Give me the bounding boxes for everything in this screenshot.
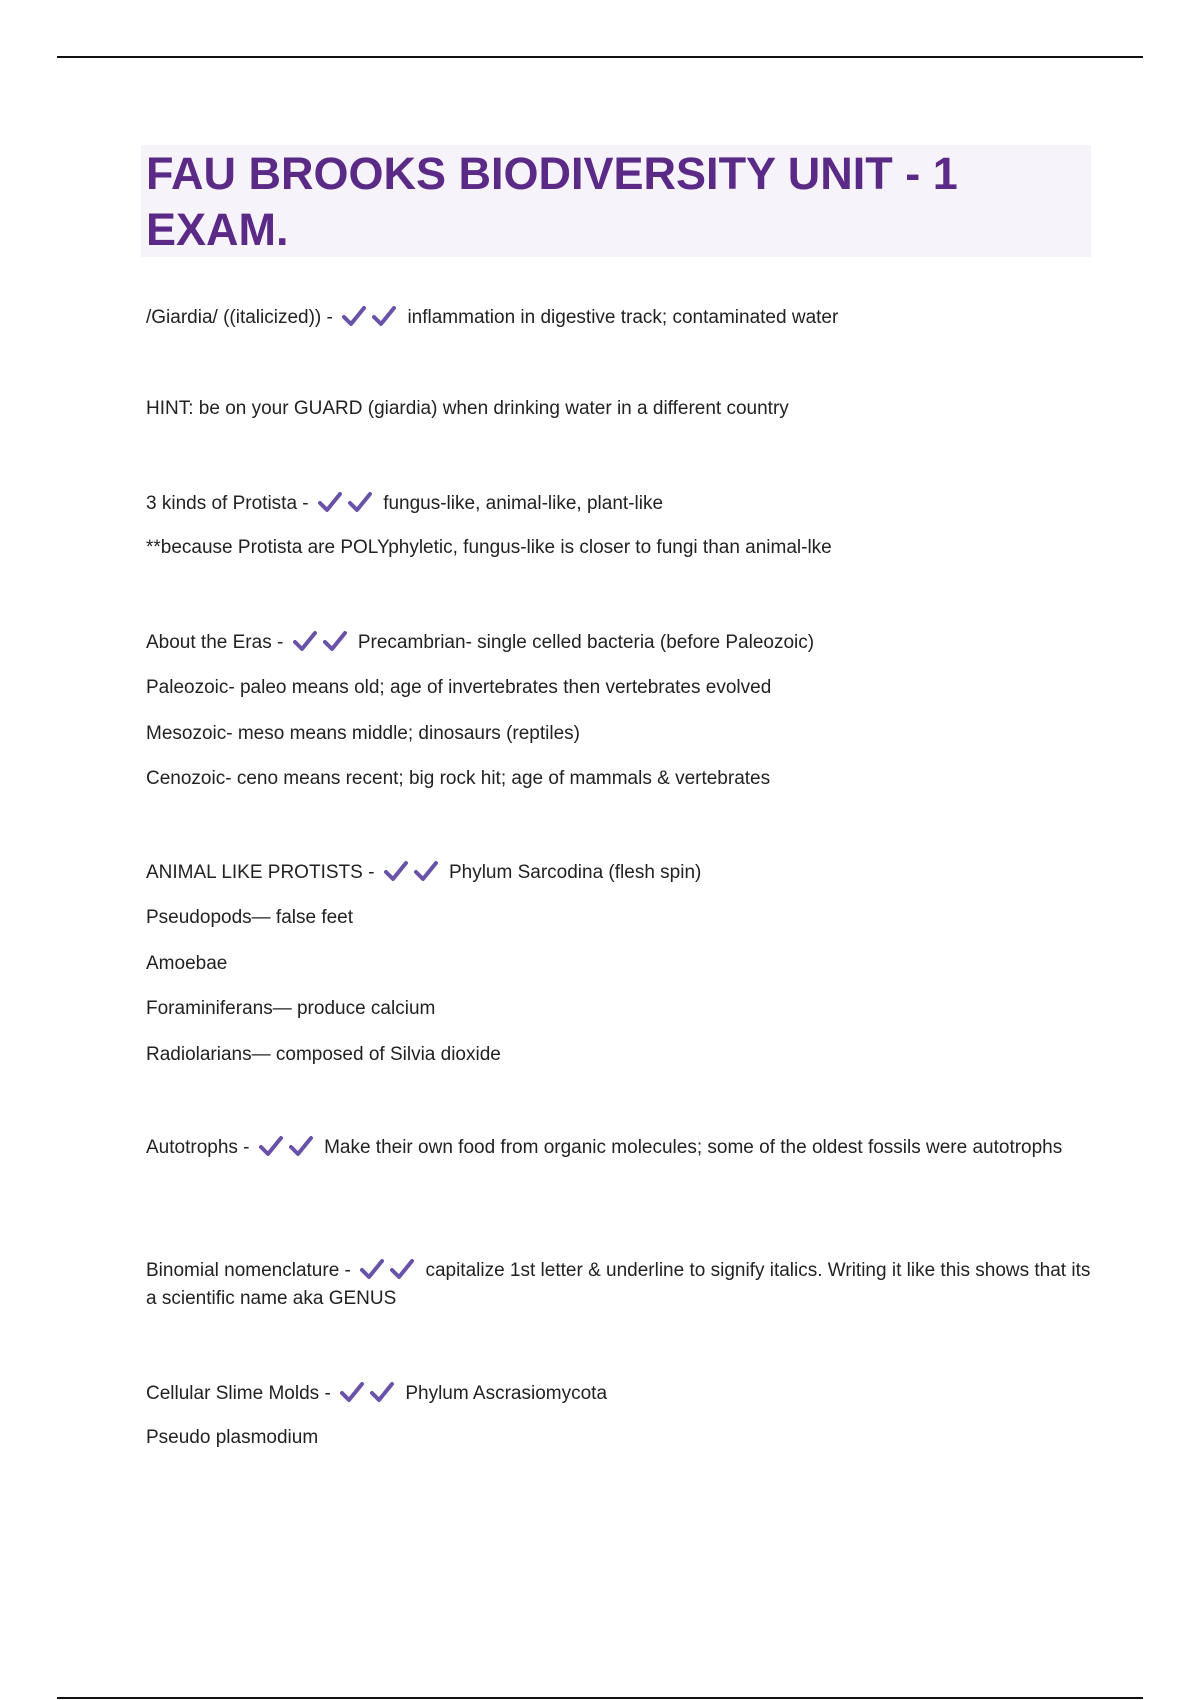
definition: Make their own food from organic molecules; some of the oldest fossils were autotrophs	[324, 1137, 1063, 1158]
entry-animal-like-protists	[146, 859, 1096, 887]
checkmark-icon	[340, 1381, 364, 1403]
checkmark-icon	[293, 630, 317, 652]
eras-cenozoic: Cenozoic- ceno means recent; big rock hit; age of mammals & vertebrates	[146, 768, 771, 789]
entry-protista	[146, 490, 1096, 518]
document-title: FAU BROOKS BIODIVERSITY UNIT - 1 EXAM.	[146, 148, 958, 255]
definition: fungus-like, animal-like, plant-like	[383, 493, 664, 514]
checkmark-icon	[414, 860, 438, 882]
animal-radiolarians: Radiolarians— composed of Silvia dioxide	[146, 1044, 501, 1065]
animal-foraminiferans: Foraminiferans— produce calcium	[146, 998, 436, 1019]
checkmark-icon	[348, 491, 372, 513]
checkmark-icon	[372, 305, 396, 327]
checkmark-icon	[384, 860, 408, 882]
eras-paleozoic: Paleozoic- paleo means old; age of invertebrates then vertebrates evolved	[146, 677, 772, 698]
checkmark-icon	[342, 305, 366, 327]
entry-binomial-nomenclature	[146, 1257, 1096, 1313]
protista-note: **because Protista are POLYphyletic, fungus-like is closer to fungi than animal-lke	[146, 537, 832, 558]
entry-autotrophs	[146, 1134, 1096, 1162]
term: Binomial nomenclature -	[146, 1260, 351, 1281]
eras-mesozoic: Mesozoic- meso means middle; dinosaurs (reptiles)	[146, 723, 580, 744]
checkmark-icon	[323, 630, 347, 652]
term: About the Eras -	[146, 632, 284, 653]
definition: inflammation in digestive track; contaminated water	[407, 307, 839, 328]
checkmark-icon	[360, 1258, 384, 1280]
definition: Phylum Ascrasiomycota	[405, 1383, 608, 1404]
checkmark-icon	[259, 1135, 283, 1157]
animal-pseudopods: Pseudopods— false feet	[146, 907, 354, 928]
term: ANIMAL LIKE PROTISTS -	[146, 862, 375, 883]
definition: Precambrian- single celled bacteria (before Paleozoic)	[357, 632, 815, 653]
term: 3 kinds of Protista -	[146, 493, 309, 514]
checkmark-icon	[390, 1258, 414, 1280]
top-divider	[57, 56, 1143, 58]
checkmark-icon	[289, 1135, 313, 1157]
entry-cellular-slime-molds	[146, 1380, 1096, 1408]
checkmark-icon	[318, 491, 342, 513]
bottom-divider	[57, 1697, 1143, 1699]
animal-amoebae: Amoebae	[146, 953, 228, 974]
term: Cellular Slime Molds -	[146, 1383, 331, 1404]
entry-giardia	[146, 304, 1096, 332]
checkmark-icon	[370, 1381, 394, 1403]
definition: capitalize 1st letter & underline to signify italics. Writing it like this shows that its a scientific name aka GENUS	[146, 1260, 1091, 1309]
slime-pseudo-plasmodium: Pseudo plasmodium	[146, 1427, 319, 1448]
term: Autotrophs -	[146, 1137, 250, 1158]
term: /Giardia/ ((italicized)) -	[146, 307, 333, 328]
hint-text: HINT: be on your GUARD (giardia) when drinking water in a different country	[146, 398, 789, 419]
entry-eras	[146, 629, 1096, 657]
definition: Phylum Sarcodina (flesh spin)	[448, 862, 702, 883]
